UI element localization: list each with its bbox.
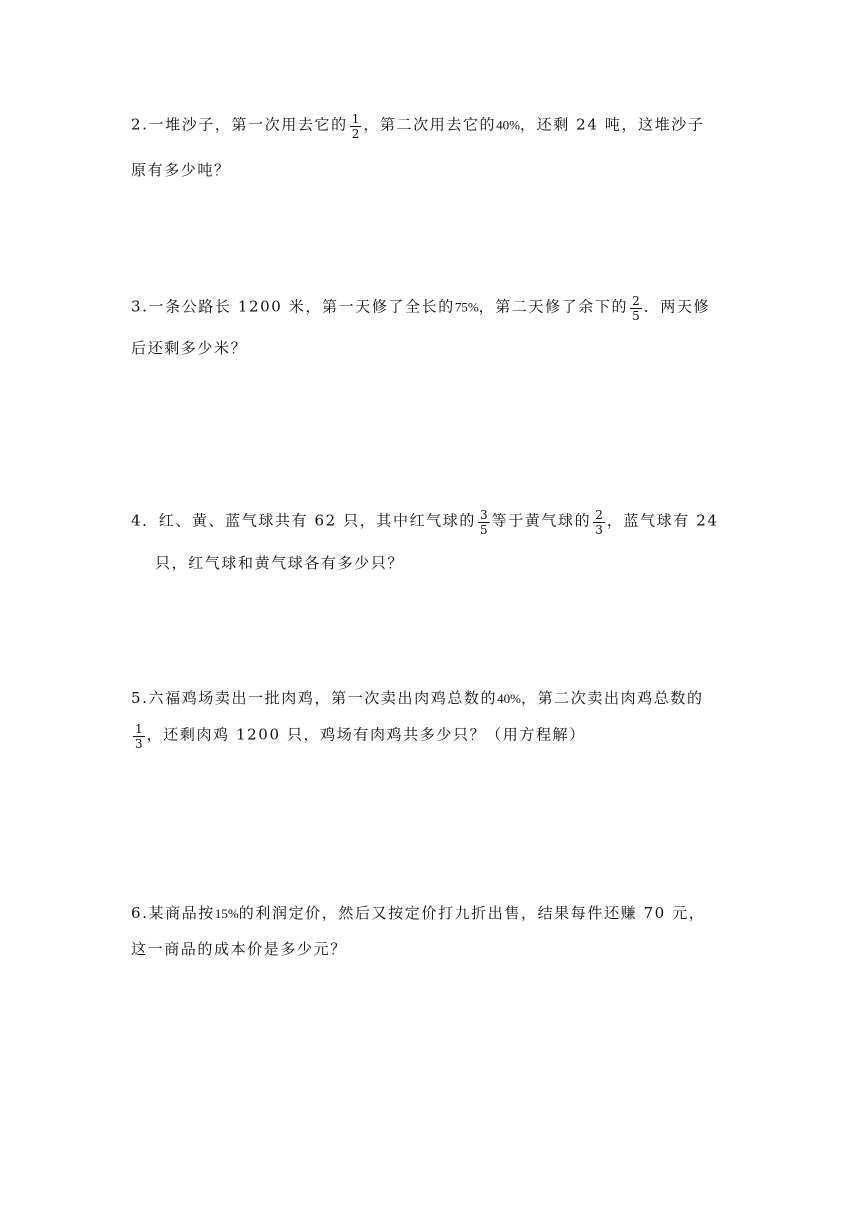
problem-text: 5.六福鸡场卖出一批肉鸡，第一次卖出肉鸡总数的: [131, 689, 498, 707]
problem-text: 只，红气球和黄气球各有多少只？: [155, 554, 405, 572]
problem-text: 后还剩多少米？: [131, 339, 248, 357]
problem-text: ．两天修: [643, 297, 711, 316]
fraction: [593, 508, 605, 537]
fraction-numerator: 1: [135, 722, 143, 736]
problem-6-line-1: [131, 902, 705, 923]
problem-text: 原有多少吨？: [131, 161, 231, 179]
problem-5-line-1: [131, 687, 704, 708]
fraction: [133, 722, 145, 751]
problem-text: 6.某商品按: [131, 904, 215, 922]
percent-value: 75%: [454, 299, 479, 315]
fraction-numerator: 1: [351, 112, 360, 126]
problem-text: 等于黄气球的: [491, 511, 592, 530]
problem-text: ，蓝气球有 24: [606, 511, 719, 530]
problem-3-line-2: [131, 337, 247, 358]
problem-text: 4．红、黄、蓝气球共有 62 只，其中红气球的: [131, 511, 476, 530]
problem-4-line-1: [131, 507, 719, 536]
problem-text: ，第二次用去它的: [363, 115, 497, 134]
problem-text: 2.一堆沙子，第一次用去它的: [131, 115, 348, 134]
percent-value: 40%: [496, 117, 521, 133]
fraction-numerator: 3: [479, 508, 488, 522]
fraction-denominator: 5: [632, 309, 640, 323]
problem-4-line-2: [155, 552, 404, 573]
problem-6-line-2: [131, 938, 347, 959]
percent-value: 15%: [214, 906, 239, 921]
fraction-numerator: 2: [595, 508, 603, 522]
problem-3-line-1: [131, 293, 710, 322]
problem-text: 这一商品的成本价是多少元？: [131, 940, 347, 958]
fraction-denominator: 5: [479, 523, 488, 537]
percent-value: 40%: [497, 691, 521, 706]
problem-2-line-2: [131, 159, 231, 180]
problem-text: 的利润定价，然后又按定价打九折出售，结果每件还赚 70 元，: [238, 904, 706, 922]
fraction: [478, 508, 490, 537]
problem-text: ，第二天修了余下的: [478, 297, 629, 316]
fraction-denominator: 3: [595, 523, 603, 537]
problem-text: ，还剩 24 吨，这堆沙子: [520, 115, 705, 134]
fraction-denominator: 3: [135, 737, 143, 751]
problem-text: ，还剩肉鸡 1200 只，鸡场有肉鸡共多少只？（用方程解）: [146, 725, 586, 744]
fraction: [630, 294, 642, 323]
problem-text: ，第二次卖出肉鸡总数的: [520, 689, 704, 707]
fraction-numerator: 2: [632, 294, 640, 308]
problem-2-line-1: [131, 111, 704, 140]
fraction: [350, 112, 362, 141]
fraction-denominator: 2: [351, 127, 360, 141]
problem-5-line-2: [131, 721, 586, 750]
problem-text: 3.一条公路长 1200 米，第一天修了全长的: [131, 297, 455, 316]
